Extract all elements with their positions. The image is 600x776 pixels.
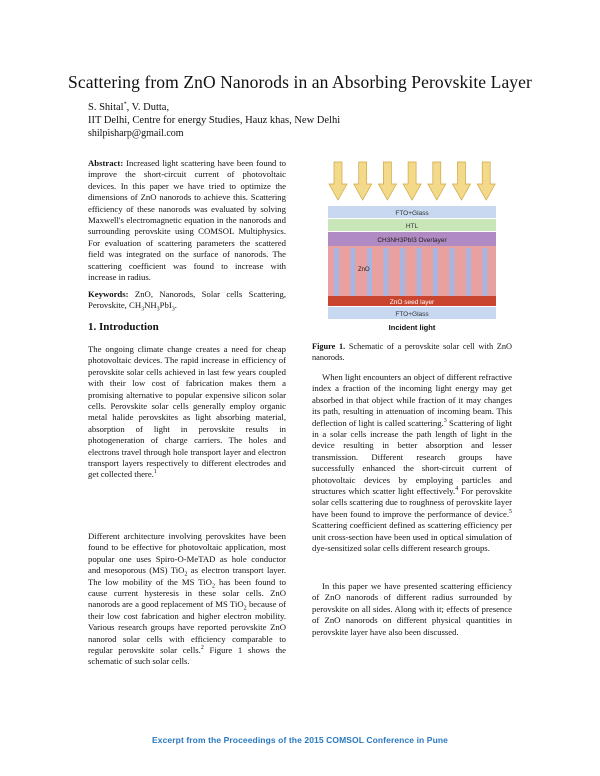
fto-bottom-label: FTO+Glass [395,311,429,318]
incident-light-arrows [329,162,495,200]
htl-label: HTL [405,223,419,230]
zno-nanorod [466,248,471,296]
light-arrow [477,162,495,200]
caption-text: Schematic of a perovskite solar cell with ZnO nanorods. [312,342,513,362]
affiliation: IIT Delhi, Centre for energy Studies, Hauz khas, New Delhi [88,115,341,126]
corresponding-mark: * [123,101,127,108]
light-arrow [378,162,396,200]
citation: 4 [455,486,459,493]
zno-nanorod [400,248,405,296]
abstract-label: Abstract: [88,158,124,168]
light-arrow [428,162,446,200]
seed-label: ZnO seed layer [389,299,435,306]
light-arrow [329,162,347,200]
caption-label: Figure 1. [312,342,346,351]
zno-nanorod [483,248,488,296]
formula-part: PbI [159,300,172,311]
proceedings-footer: Excerpt from the Proceedings of the 2015 COMSOL Conference in Pune [152,735,448,745]
intro-paragraph-2 [88,531,286,668]
intro-text: Figure 1 shows the schematic of such solar cells. [88,645,286,667]
author-names: S. Shital [88,102,124,113]
intro-text: The ongoing climate change creates a need for cheap photovoltaic devices. The rapid increase in efficiency of perovskite solar cells achieved in last few years coupled with their low cost of fabrication makes them a promising alternative to popular expensive silicon solar cells. Perovskite solar cells generally employ organic metal halide perovskites as light absorbing material, absorption of light in perovskite results in photogeneration of charge carriers. The holes and electrons travel through hole transport layer and electron transport layers respectively to different electrodes and get collected there. [88,344,286,480]
citation: 3 [443,417,447,424]
authors [88,101,169,114]
email: shilpisharp@gmail.com [88,128,184,139]
intro-text: because of their low cost fabrication and higher electron mobility. Various research groups have reported perovskite ZnO nanorod solar cells with efficiency comparable to regular perovskite solar cells. [88,599,286,656]
right-paragraph-2: In this paper we have presented scattering efficiency of ZnO nanorods of different radius surrounded by perovskite on all sides. Along with it; effects of presence of ZnO nanorods on different physical quantities in perovskite layer have also been discussed. [312,581,512,637]
intro-text: has been found to cause current hysteresis in these solar cells. ZnO nanorods are a good replacement of MS TiO [88,576,286,610]
overlayer-label: CH3NH3PbI3 Overlayer [377,237,447,244]
citation: 1 [153,469,157,476]
intro-text: as electron transport layer. The low mobility of the MS TiO [88,565,286,587]
incident-light-label: Incident light [388,323,436,332]
light-arrow [453,162,471,200]
citation: 5 [509,508,512,515]
zno-nanorod [351,248,356,296]
zno-nanorod [417,248,422,296]
zno-nanorod [384,248,389,296]
formula-sub: 3 [156,307,160,314]
light-arrow [354,162,372,200]
body-text: When light encounters an object of different refractive index a fraction of the incoming light energy may get absorbed in that object while fraction of it may changes its path, resulting in attenuation of incoming beam. This deflection of light is called scattering. [312,372,512,428]
keywords [88,289,286,312]
formula-sub: 3 [141,307,145,314]
abstract-text: Increased light scattering have been found to improve the short-circuit current of photovoltaic devices. In this paper we have tried to optimize the dimensions of ZnO nanorods to achieve this. Scattering efficiency of these nanorods was evaluated by solving Maxwell's electromagnetic equation in the nanorods and surrounding perovskite using COMSOL Multiphysics. For evaluation of scattering parameters the scattered field was integrated on the surface of nanorods. The scattering coefficient was found to increase with increase in radius. [88,158,286,283]
intro-text: Different architecture involving perovskites have been found to be effective for photovoltaic application, most popular one uses Spiro-O-MeTAD as hole conductor and mesoporous (MS) TiO [88,531,286,576]
section-heading: 1. Introduction [88,321,159,333]
body-text: Scattering of light in a solar cells increase the path length of light in the device resulting in better absorption and lesser transmission. Different research groups have successfully enhanced the short-circuit current of photovoltaic devices by employing particles and structures which scatter light effectively. [312,417,513,497]
light-arrow [403,162,421,200]
zno-label: ZnO [358,267,370,273]
formula-part: . [174,300,177,311]
zno-nanorod [334,248,339,296]
body-text: For perovskite solar cells scattering due to roughness of perovskite layer have been found to improve the performance of device. [312,486,512,519]
abstract [88,158,286,283]
formula-sub: 3 [171,307,175,314]
intro-paragraph-1 [88,344,286,481]
keywords-label: Keywords: [88,289,129,299]
subscript: 2 [243,606,247,613]
figure-caption [312,342,512,363]
keywords-text: ZnO, Nanorods, Solar cells Scattering, Perovskite, CH [88,289,287,311]
author-names-rest: , V. Dutta, [126,102,170,113]
fto-top-label: FTO+Glass [395,210,429,217]
citation: 2 [200,645,204,652]
body-text: Scattering coefficient defined as scattering efficiency per unit cross-section have been used in optical simulation of dye-sensitized solar cells different research groups. [312,520,512,554]
paper-title: Scattering from ZnO Nanorods in an Absorbing Perovskite Layer [68,72,532,92]
right-paragraph-1 [312,372,512,555]
subscript: 2 [184,571,188,578]
zno-nanorod [450,248,455,296]
formula-part: NH [144,300,157,311]
zno-nanorod [433,248,438,296]
subscript: 2 [211,583,215,590]
solar-cell-schematic [312,158,512,338]
